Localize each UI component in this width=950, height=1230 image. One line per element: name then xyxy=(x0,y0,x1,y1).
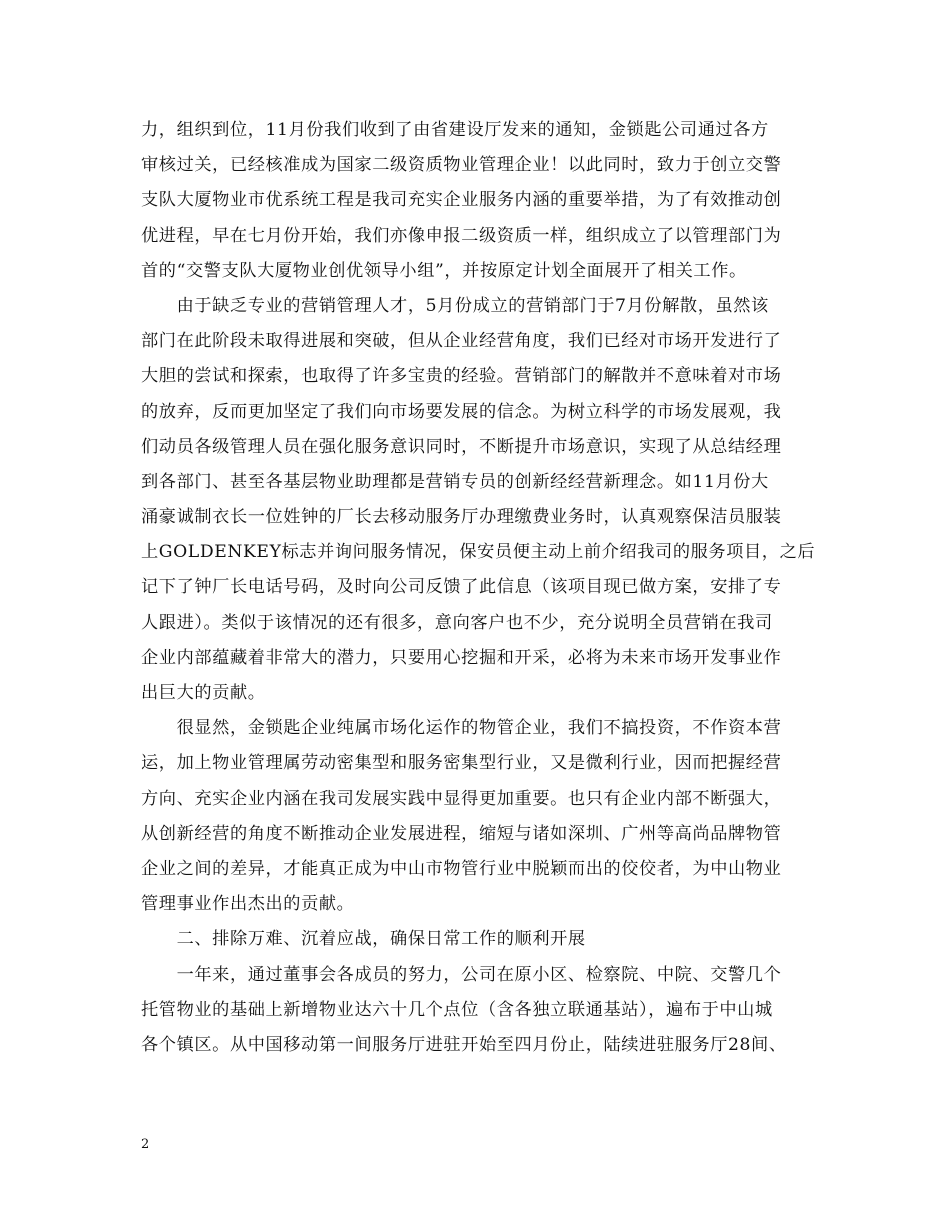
text-line: 首的“交警支队大厦物业创优领导小组”，并按原定计划全面展开了相关工作。 xyxy=(141,260,747,281)
text-line: 各个镇区。从中国移动第一间服务厅进驻开始至四月份止，陆续进驻服务厅28间、 xyxy=(141,1034,787,1055)
section-heading: 二、排除万难、沉着应战，确保日常工作的顺利开展 xyxy=(141,929,586,950)
text-line: 大胆的尝试和探索，也取得了许多宝贵的经验。营销部门的解散并不意味着对市场 xyxy=(141,366,782,387)
text-line: 审核过关，已经核准成为国家二级资质物业管理企业！以此同时，致力于创立交警 xyxy=(141,155,782,176)
page-number: 2 xyxy=(141,1137,150,1152)
text-line: 人跟进）。类似于该情况的还有很多，意向客户也不少，充分说明全员营销在我司 xyxy=(141,612,773,633)
text-line: 记下了钟厂长电话号码，及时向公司反馈了此信息（该项目现已做方案，安排了专 xyxy=(141,577,782,598)
document-body xyxy=(141,113,816,1063)
text-block xyxy=(141,113,816,1063)
text-line: 从创新经营的角度不断推动企业发展进程，缩短与诸如深圳、广州等高尚品牌物管 xyxy=(141,823,782,844)
text-line: 企业内部蕴藏着非常大的潜力，只要用心挖掘和开采，必将为未来市场开发事业作 xyxy=(141,647,782,668)
text-line: 方向、充实企业内涵在我司发展实践中显得更加重要。也只有企业内部不断强大， xyxy=(141,788,782,809)
text-line: 到各部门、甚至各基层物业助理都是营销专员的创新经经营新理念。如11月份大 xyxy=(141,471,769,492)
text-line: 力，组织到位，11月份我们收到了由省建设厅发来的通知，金锁匙公司通过各方 xyxy=(141,120,769,140)
text-line: 优进程，早在七月份开始，我们亦像申报二级资质一样，组织成立了以管理部门为 xyxy=(141,225,782,246)
text-line: 托管物业的基础上新增物业达六十几个点位（含各独立联通基站），遍布于中山城 xyxy=(141,999,773,1020)
text-line: 们动员各级管理人员在强化服务意识同时，不断提升市场意识，实现了从总结经理 xyxy=(141,436,782,457)
text-line: 由于缺乏专业的营销管理人才，5月份成立的营销部门于7月份解散，虽然该 xyxy=(141,295,769,316)
text-line: 出巨大的贡献。 xyxy=(141,683,266,703)
text-line: 一年来，通过董事会各成员的努力，公司在原小区、检察院、中院、交警几个 xyxy=(141,964,782,985)
text-line: 的放弃，反而更加坚定了我们向市场要发展的信念。为树立科学的市场发展观，我 xyxy=(141,401,782,422)
text-line: 涌豪诚制衣长一位姓钟的厂长去移动服务厅办理缴费业务时，认真观察保洁员服装 xyxy=(141,507,782,528)
text-line: 管理事业作出杰出的贡献。 xyxy=(141,894,355,915)
text-line: 上GOLDENKEY标志并询问服务情况，保安员便主动上前介绍我司的服务项目，之后 xyxy=(141,542,816,563)
text-line: 很显然，金锁匙企业纯属市场化运作的物管企业，我们不搞投资，不作资本营 xyxy=(141,718,782,739)
text-line: 部门在此阶段未取得进展和突破，但从企业经营角度，我们已经对市场开发进行了 xyxy=(141,331,782,352)
text-line: 企业之间的差异，才能真正成为中山市物管行业中脱颖而出的佼佼者，为中山物业 xyxy=(141,858,782,879)
text-line: 支队大厦物业市优系统工程是我司充实企业服务内涵的重要举措，为了有效推动创 xyxy=(141,190,782,211)
text-line: 运，加上物业管理属劳动密集型和服务密集型行业，又是微利行业，因而把握经营 xyxy=(141,753,782,774)
